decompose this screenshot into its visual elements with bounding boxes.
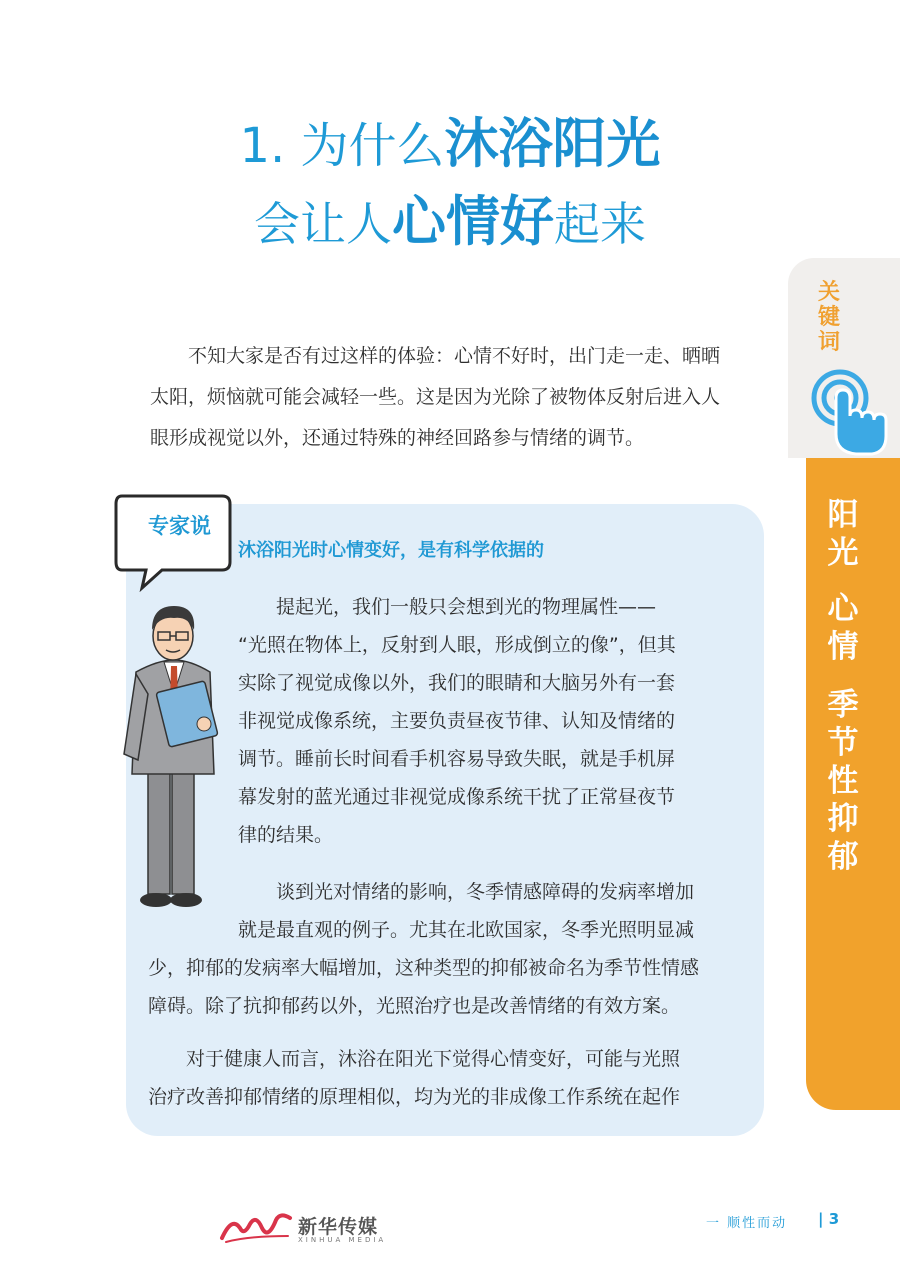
expert-line: 实除了视觉成像以外，我们的眼睛和大脑另外有一套 <box>238 672 676 694</box>
speech-bubble-icon <box>112 492 236 592</box>
keyword-char: 季 <box>827 687 859 723</box>
page-title-line2 <box>0 190 900 256</box>
keyword-label-char: 关 <box>817 280 840 305</box>
title-line2-prefix: 会让人 <box>254 197 392 251</box>
logo-text: 新华传媒 <box>298 1216 379 1238</box>
expert-line: 调节。睡前长时间看手机容易导致失眠，就是手机屏 <box>238 748 676 770</box>
title-line1-prefix: 1. 为什么 <box>239 118 445 174</box>
keyword-char: 光 <box>827 535 859 571</box>
keyword-label <box>814 280 844 355</box>
keyword-char: 阳 <box>827 497 859 533</box>
expert-paragraph-3 <box>148 1040 758 1116</box>
expert-subtitle: 沐浴阳光时心情变好，是有科学依据的 <box>238 540 544 561</box>
expert-line: “光照在物体上，反射到人眼，形成倒立的像”，但其 <box>238 634 676 656</box>
expert-line: 障碍。除了抗抑郁药以外，光照治疗也是改善情绪的有效方案。 <box>148 995 681 1017</box>
keyword-char: 情 <box>827 629 859 665</box>
xinhua-media-logo-mark <box>218 1206 294 1246</box>
logo-subtext: XINHUA MEDIA <box>298 1236 387 1244</box>
title-line2-emphasis: 心情好 <box>392 190 554 253</box>
expert-line: 幕发射的蓝光通过非视觉成像系统干扰了正常昼夜节 <box>238 786 676 808</box>
keyword-char: 抑 <box>827 801 859 837</box>
expert-line: 对于健康人而言，沐浴在阳光下觉得心情变好，可能与光照 <box>186 1048 681 1070</box>
expert-badge: 专家说 <box>148 514 211 538</box>
keyword-seasonal-depression <box>825 686 861 876</box>
intro-line: 太阳，烦恼就可能会减轻一些。这是因为光除了被物体反射后进入人 <box>150 386 721 408</box>
expert-line: 就是最直观的例子。尤其在北欧国家，冬季光照明显减 <box>238 919 695 941</box>
page-title-line1 <box>0 112 900 178</box>
keyword-label-char: 词 <box>817 330 840 355</box>
keyword-char: 心 <box>827 591 859 627</box>
keyword-char: 节 <box>827 725 859 761</box>
keyword-char: 郁 <box>827 839 859 875</box>
intro-line: 眼形成视觉以外，还通过特殊的神经回路参与情绪的调节。 <box>150 427 645 449</box>
expert-line: 非视觉成像系统，主要负责昼夜节律、认知及情绪的 <box>238 710 676 732</box>
expert-line: 律的结果。 <box>238 824 334 846</box>
intro-line: 不知大家是否有过这样的体验：心情不好时，出门走一走、晒晒 <box>188 345 721 367</box>
expert-line: 提起光，我们一般只会想到光的物理属性—— <box>276 596 657 618</box>
expert-line: 治疗改善抑郁情绪的原理相似，均为光的非成像工作系统在起作 <box>148 1086 681 1108</box>
expert-line: 谈到光对情绪的影响，冬季情感障碍的发病率增加 <box>276 881 695 903</box>
keyword-sunlight <box>825 496 861 572</box>
expert-paragraph-2 <box>148 873 758 1025</box>
title-line2-suffix: 起来 <box>554 197 646 251</box>
page-number: | 3 <box>818 1210 840 1228</box>
keyword-label-char: 键 <box>817 305 840 330</box>
keyword-mood <box>825 590 861 666</box>
section-name: 一 顺性而动 <box>706 1216 788 1231</box>
title-line1-emphasis: 沐浴阳光 <box>444 112 661 175</box>
keyword-char: 性 <box>827 763 859 799</box>
intro-paragraph <box>150 336 770 459</box>
tap-hand-icon <box>806 364 890 460</box>
expert-paragraph-1 <box>238 588 758 854</box>
expert-line: 少，抑郁的发病率大幅增加，这种类型的抑郁被命名为季节性情感 <box>148 957 700 979</box>
